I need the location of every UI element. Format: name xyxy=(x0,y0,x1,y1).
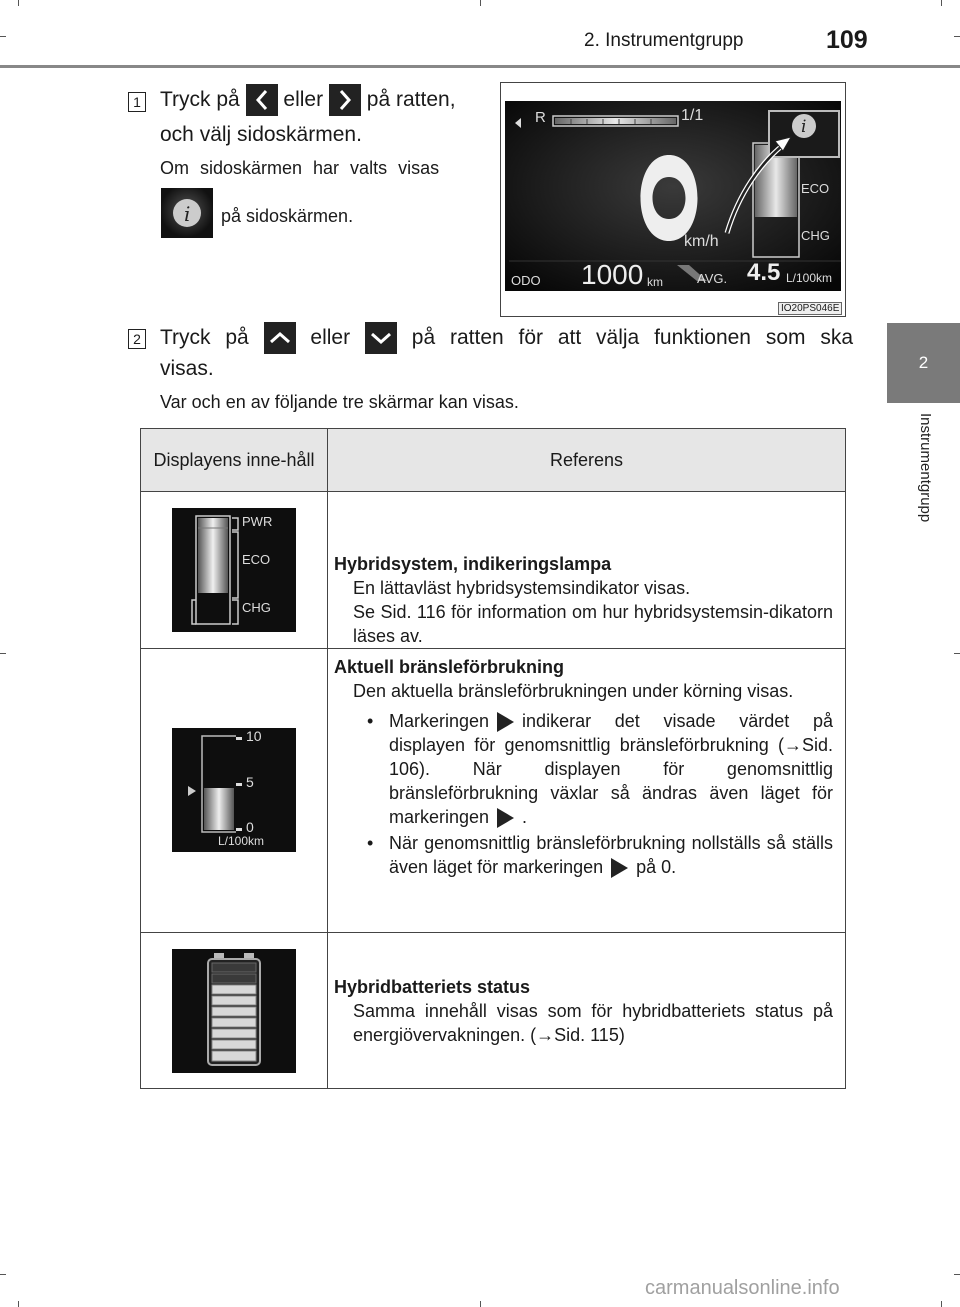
fuel-unit-label: L/100km xyxy=(218,834,265,848)
header-divider xyxy=(0,65,960,68)
step1-text: eller xyxy=(283,88,324,111)
instrument-display-figure xyxy=(500,82,846,317)
crop-mark xyxy=(0,1274,6,1275)
step2-instruction-line2: visas. xyxy=(160,357,214,380)
figure-code: IO20PS046E xyxy=(778,302,842,315)
crop-mark xyxy=(954,1274,960,1275)
display-fuel-label: R xyxy=(535,109,546,126)
step1-text: på ratten, xyxy=(366,88,456,111)
display-speed-unit: km/h xyxy=(684,233,719,250)
svg-text:i: i xyxy=(184,202,191,226)
crop-mark xyxy=(18,0,19,6)
row-text: Se Sid. 116 för information om hur hybridsystemsin-dikatorn läses av. xyxy=(353,602,833,646)
display-avg-label: AVG. xyxy=(697,271,728,286)
tick-label-0: 0 xyxy=(246,819,254,835)
marker-triangle-icon xyxy=(497,712,514,732)
bullet-item xyxy=(334,831,833,879)
hybrid-indicator-description xyxy=(328,492,846,649)
chapter-tab-number: 2 xyxy=(887,323,960,403)
crop-mark xyxy=(0,653,6,654)
page-number: 109 xyxy=(826,26,868,54)
bullet-text: . xyxy=(522,807,528,827)
row-text: En lättavläst hybridsystemsindikator visas. xyxy=(353,578,691,598)
bullet-text: När genomsnittlig bränsleförbrukning nollställs så ställs även läget för markeringen xyxy=(389,833,833,877)
battery-status-description xyxy=(328,933,846,1089)
chapter-tab-label xyxy=(887,405,960,575)
step2-text: eller xyxy=(310,326,351,349)
step1-text: Tryck på xyxy=(160,88,240,111)
chapter-tab-label-text: Instrumentgrupp xyxy=(917,413,934,523)
chg-label: CHG xyxy=(242,600,271,615)
display-reference-table xyxy=(140,428,846,1089)
step1-instruction-line2: och välj sidoskärmen. xyxy=(160,123,362,146)
crop-mark xyxy=(480,0,481,6)
crop-mark xyxy=(18,1301,19,1307)
display-avg-unit: L/100km xyxy=(786,271,833,285)
display-odo-label: ODO xyxy=(511,273,541,288)
step2-text: på ratten för att välja funktionen som ska xyxy=(411,326,854,349)
table-row xyxy=(141,649,846,933)
display-info-icon: i xyxy=(801,117,807,137)
info-icon xyxy=(161,188,213,238)
fuel-consumption-image xyxy=(172,728,296,852)
crop-mark xyxy=(954,653,960,654)
display-fuel-ratio: 1/1 xyxy=(681,107,704,124)
step1-instruction xyxy=(160,84,490,116)
table-header-reference: Referens xyxy=(328,429,846,492)
hybrid-indicator-image xyxy=(172,508,296,632)
eco-label: ECO xyxy=(242,552,271,567)
display-eco-label: ECO xyxy=(801,181,830,196)
tick-label-10: 10 xyxy=(246,728,262,744)
fuel-consumption-image-cell xyxy=(141,649,328,933)
step1-note-end: på sidoskärmen. xyxy=(221,206,354,226)
step2-note: Var och en av följande tre skärmar kan visas. xyxy=(160,392,519,412)
battery-image-cell xyxy=(141,933,328,1089)
fuel-consumption-description xyxy=(328,649,846,933)
crop-mark xyxy=(941,1301,942,1307)
marker-triangle-icon xyxy=(497,808,514,828)
row-text: Samma innehåll visas som för hybridbatteriets status på energiövervakningen. (→Sid. 115) xyxy=(353,1001,833,1045)
left-arrow-button-icon xyxy=(246,84,278,116)
bullet-text: på 0. xyxy=(636,857,677,877)
row-title: Hybridbatteriets status xyxy=(334,977,531,997)
display-odo-unit: km xyxy=(647,275,663,289)
row-title: Hybridsystem, indikeringslampa xyxy=(334,554,612,574)
step-number-1: 1 xyxy=(128,92,146,112)
section-title: 2. Instrumentgrupp xyxy=(584,30,744,51)
right-arrow-button-icon xyxy=(329,84,361,116)
row-title: Aktuell bränsleförbrukning xyxy=(334,657,565,677)
table-header-row xyxy=(141,429,846,492)
display-odo-value: 1000 xyxy=(581,259,644,290)
display-avg-value: 4.5 xyxy=(747,259,781,286)
up-arrow-button-icon xyxy=(264,322,296,354)
step2-instruction xyxy=(160,322,854,354)
crop-mark xyxy=(480,1301,481,1307)
crop-mark xyxy=(941,0,942,6)
bullet-item xyxy=(334,709,833,829)
row-text: Den aktuella bränsleförbrukningen under körning visas. xyxy=(353,681,794,701)
watermark: carmanualsonline.info xyxy=(645,1277,840,1299)
crop-mark xyxy=(954,36,960,37)
marker-triangle-icon xyxy=(611,858,628,878)
step1-note: Om sidoskärmen har valts visas xyxy=(160,158,440,178)
battery-status-image xyxy=(172,949,296,1073)
step-number-2: 2 xyxy=(128,329,146,349)
bullet-text: indikerar det visade värdet på displayen för genomsnittlig bränsleförbrukning (→Sid. 106). När displayen för genomsnittlig bränsleförbrukning växlar så ändras även läget för markeringen xyxy=(389,711,833,827)
pwr-label: PWR xyxy=(242,514,273,529)
table-header-display: Displayens inne-håll xyxy=(141,429,328,492)
hybrid-indicator-image-cell xyxy=(141,492,328,649)
tick-label-5: 5 xyxy=(246,774,254,790)
table-row xyxy=(141,492,846,649)
down-arrow-button-icon xyxy=(365,322,397,354)
step2-text: Tryck på xyxy=(160,326,249,349)
table-row xyxy=(141,933,846,1089)
display-chg-label: CHG xyxy=(801,228,830,243)
crop-mark xyxy=(0,36,6,37)
bullet-text: Markeringen xyxy=(389,711,490,731)
